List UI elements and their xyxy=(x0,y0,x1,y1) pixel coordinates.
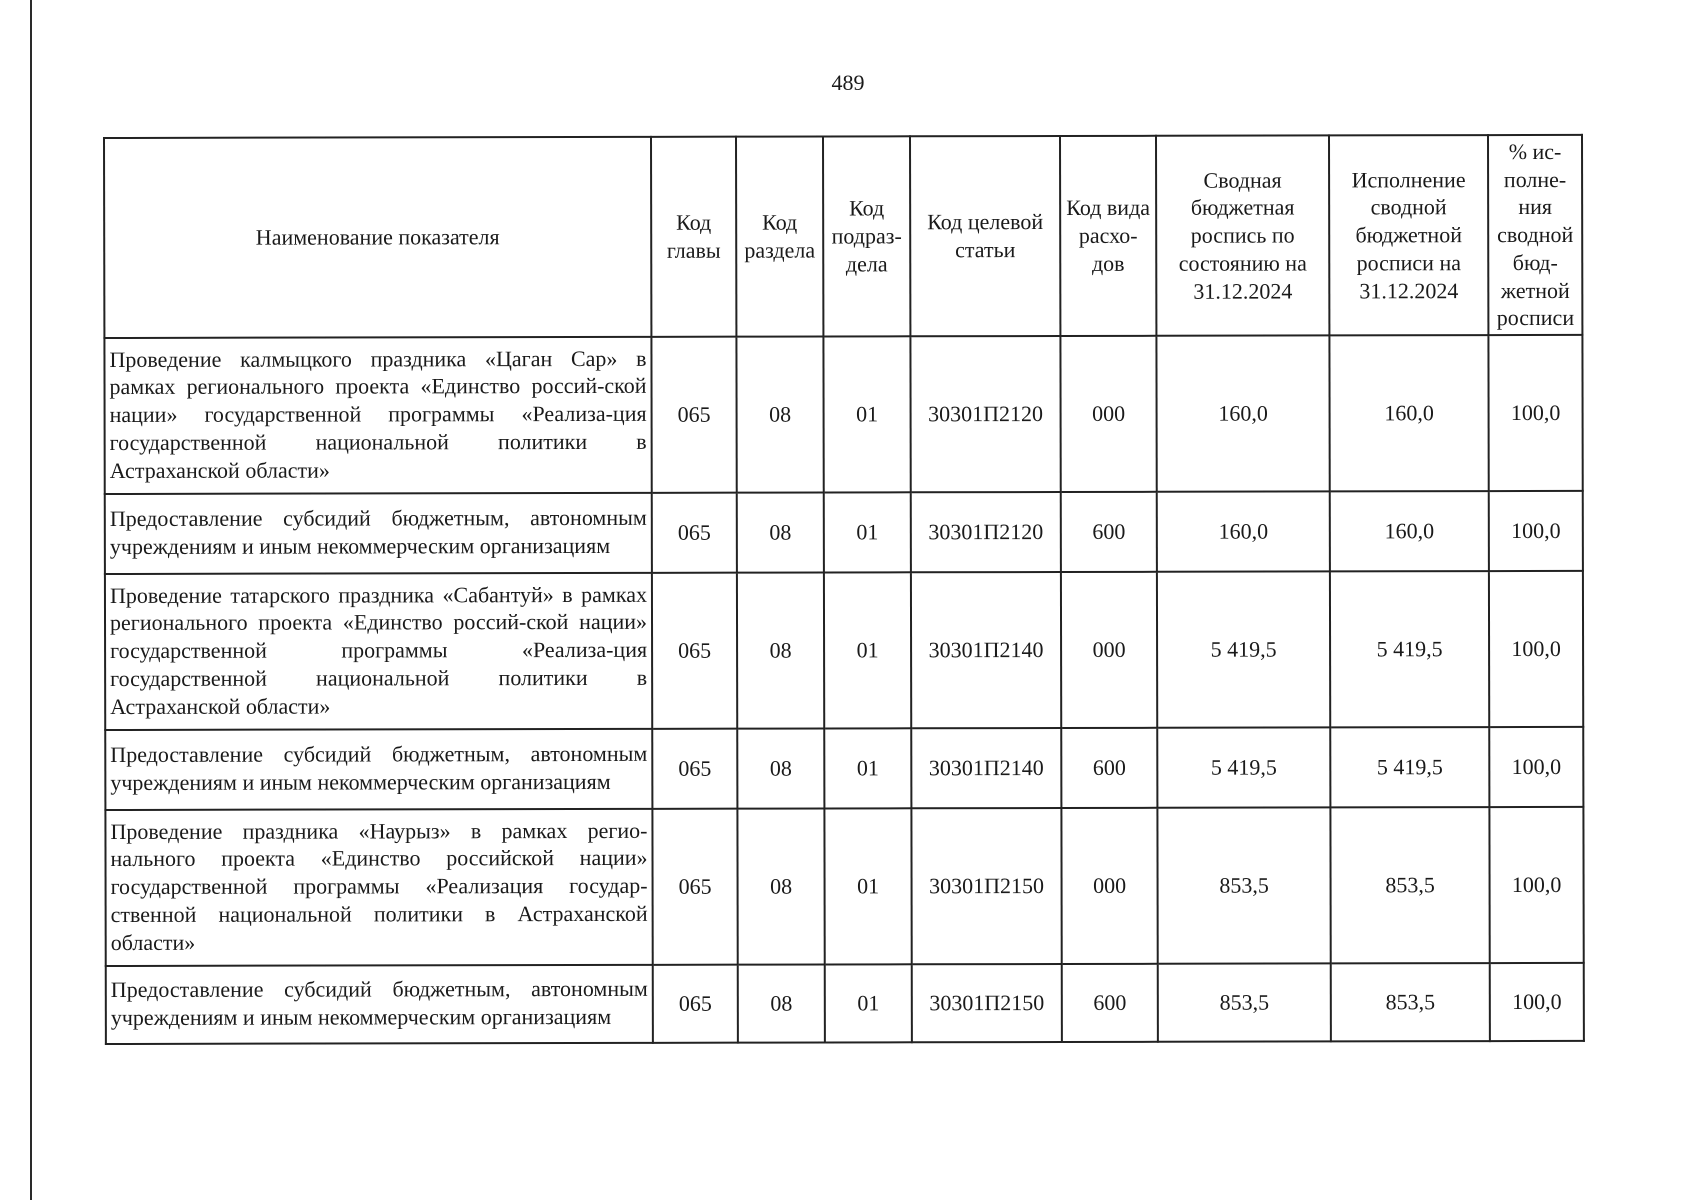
header-target-article-code: Код целевой статьи xyxy=(910,136,1060,336)
row-target-article-code: 30301П2120 xyxy=(911,492,1061,572)
row-expense-type-code: 600 xyxy=(1062,964,1158,1042)
header-glava-code: Код главы xyxy=(651,137,736,337)
row-glava-code: 065 xyxy=(651,337,736,493)
row-expense-type-code: 600 xyxy=(1061,492,1157,572)
row-execution-percent: 100,0 xyxy=(1488,335,1582,491)
row-target-article-code: 30301П2140 xyxy=(911,572,1061,728)
row-expense-type-code: 000 xyxy=(1060,336,1156,492)
row-expense-type-code: 000 xyxy=(1061,808,1157,964)
header-budget-schedule: Сводная бюджетная роспись по состоянию на 31.12.2024 xyxy=(1156,135,1329,335)
row-glava-code: 065 xyxy=(653,965,738,1043)
row-glava-code: 065 xyxy=(652,809,737,965)
row-execution-percent: 100,0 xyxy=(1489,807,1583,963)
table-header-row xyxy=(104,135,1582,338)
header-execution-percent: % ис-полне-ния сводной бюд-жетной росписи xyxy=(1488,135,1582,335)
row-razdel-code: 08 xyxy=(738,965,825,1043)
table-row xyxy=(105,571,1583,730)
row-budget-execution: 5 419,5 xyxy=(1330,727,1489,807)
table-row xyxy=(104,335,1582,494)
row-budget-schedule: 160,0 xyxy=(1157,491,1330,571)
row-razdel-code: 08 xyxy=(737,493,824,573)
row-target-article-code: 30301П2150 xyxy=(911,808,1061,964)
header-budget-execution: Исполнение сводной бюджетной росписи на 31.12.2024 xyxy=(1329,135,1488,335)
header-name: Наименование показателя xyxy=(104,137,651,338)
row-razdel-code: 08 xyxy=(737,809,824,965)
row-execution-percent: 100,0 xyxy=(1489,727,1583,807)
row-budget-execution: 853,5 xyxy=(1331,963,1490,1041)
row-expense-type-code: 600 xyxy=(1061,728,1157,808)
row-budget-execution: 853,5 xyxy=(1330,807,1489,963)
row-execution-percent: 100,0 xyxy=(1490,963,1584,1041)
row-target-article-code: 30301П2120 xyxy=(910,336,1060,492)
row-podrazdel-code: 01 xyxy=(824,492,911,572)
row-execution-percent: 100,0 xyxy=(1489,491,1583,571)
row-glava-code: 065 xyxy=(652,493,737,573)
row-budget-schedule: 5 419,5 xyxy=(1157,571,1330,727)
scan-border-line xyxy=(30,0,32,1200)
row-budget-schedule: 853,5 xyxy=(1158,963,1331,1041)
row-name: Предоставление субсидий бюджетным, автономным учреждениям и иным некоммерческим организациям xyxy=(106,965,653,1044)
row-name: Предоставление субсидий бюджетным, автономным учреждениям и иным некоммерческим организациям xyxy=(105,729,652,810)
row-razdel-code: 08 xyxy=(737,573,824,729)
row-name: Проведение калмыцкого праздника «Цаган Сар» в рамках регионального проекта «Единство россий-ской нации» государственной программы «Реализа-ция государственной национальной политики в Астраханской области» xyxy=(104,337,651,494)
row-execution-percent: 100,0 xyxy=(1489,571,1583,727)
row-podrazdel-code: 01 xyxy=(823,336,910,492)
row-podrazdel-code: 01 xyxy=(824,572,911,728)
row-target-article-code: 30301П2140 xyxy=(911,728,1061,808)
row-razdel-code: 08 xyxy=(736,337,823,493)
row-podrazdel-code: 01 xyxy=(824,808,911,964)
row-glava-code: 065 xyxy=(652,573,737,729)
row-budget-schedule: 5 419,5 xyxy=(1157,727,1330,807)
row-budget-schedule: 853,5 xyxy=(1157,807,1330,963)
header-razdel-code: Код раздела xyxy=(736,136,823,336)
header-expense-type-code: Код вида расхо-дов xyxy=(1060,136,1156,336)
row-budget-execution: 160,0 xyxy=(1330,491,1489,571)
row-budget-schedule: 160,0 xyxy=(1156,335,1329,491)
row-name: Предоставление субсидий бюджетным, автономным учреждениям и иным некоммерческим организациям xyxy=(105,493,652,574)
row-razdel-code: 08 xyxy=(737,729,824,809)
header-podrazdel-code: Код подраз-дела xyxy=(823,136,910,336)
row-expense-type-code: 000 xyxy=(1061,572,1157,728)
row-glava-code: 065 xyxy=(652,729,737,809)
row-name: Проведение праздника «Наурыз» в рамках регио-нального проекта «Единство российской нации» государственной программы «Реализация государ-ственной национальной политики в Астраханской области» xyxy=(105,809,652,966)
table-row xyxy=(106,963,1584,1044)
row-podrazdel-code: 01 xyxy=(825,964,912,1042)
table-row xyxy=(105,727,1583,810)
row-budget-execution: 160,0 xyxy=(1329,335,1488,491)
budget-execution-table xyxy=(103,134,1585,1045)
row-name: Проведение татарского праздника «Сабантуй» в рамках регионального проекта «Единство россий-ской нации» государственной программы «Реализа-ция государственной национальной политики в Астраханской области» xyxy=(105,573,652,730)
row-budget-execution: 5 419,5 xyxy=(1330,571,1489,727)
table-row xyxy=(105,807,1583,966)
row-podrazdel-code: 01 xyxy=(824,728,911,808)
table-row xyxy=(105,491,1583,574)
row-target-article-code: 30301П2150 xyxy=(912,964,1062,1042)
page-number: 489 xyxy=(831,70,865,95)
